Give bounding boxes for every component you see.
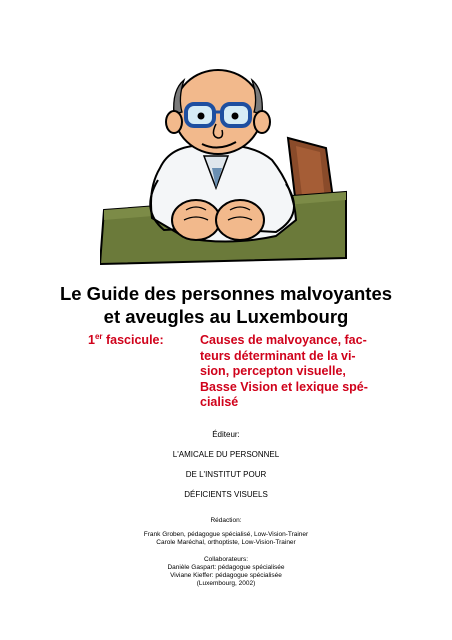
collaborateurs-line: (Luxembourg, 2002): [196, 580, 256, 587]
fascicule-subtitle: [200, 333, 372, 411]
title-line-1: Le Guide des personnes malvoyantes: [59, 283, 393, 304]
fascicule-line: sion, percepton visuelle,: [200, 364, 346, 378]
fascicule-line: teurs déterminant de la vi-: [200, 348, 356, 363]
collaborateurs-line: Viviane Kieffer: pédagogue spécialisée: [170, 572, 282, 579]
editeur-line: DÉFICIENTS VISUELS: [184, 490, 268, 499]
fascicule-line: Causes de malvoyance, fac-: [200, 333, 367, 347]
fascicule-number-suffix: er: [94, 332, 103, 341]
fascicule-number: 1: [88, 333, 95, 347]
editeur-line: L'AMICALE DU PERSONNEL: [172, 450, 280, 459]
cartoon-man-with-glasses-icon: [100, 60, 350, 265]
collaborateurs-label: Collaborateurs:: [203, 556, 249, 563]
editeur-label: Éditeur:: [212, 430, 240, 439]
redaction-line: Carole Maréchal, orthoptiste, Low-Vision-Trainer: [156, 539, 296, 546]
redaction-line: Frank Groben, pédagogue spécialisé, Low-Vision-Trainer: [143, 531, 309, 538]
fascicule-line: cialisé: [200, 395, 239, 409]
fascicule-line: Basse Vision et lexique spé-: [200, 379, 368, 394]
collaborateurs-line: Danièle Gaspart: pédagogue spécialisée: [167, 564, 285, 571]
fascicule-label: [88, 333, 164, 349]
editeur-line: DE L'INSTITUT POUR: [185, 470, 267, 479]
fascicule-label-text: fascicule:: [102, 333, 164, 347]
page-title: [0, 282, 452, 328]
redaction-label: Rédaction:: [210, 517, 242, 524]
title-line-2: et aveugles au Luxembourg: [103, 306, 349, 327]
